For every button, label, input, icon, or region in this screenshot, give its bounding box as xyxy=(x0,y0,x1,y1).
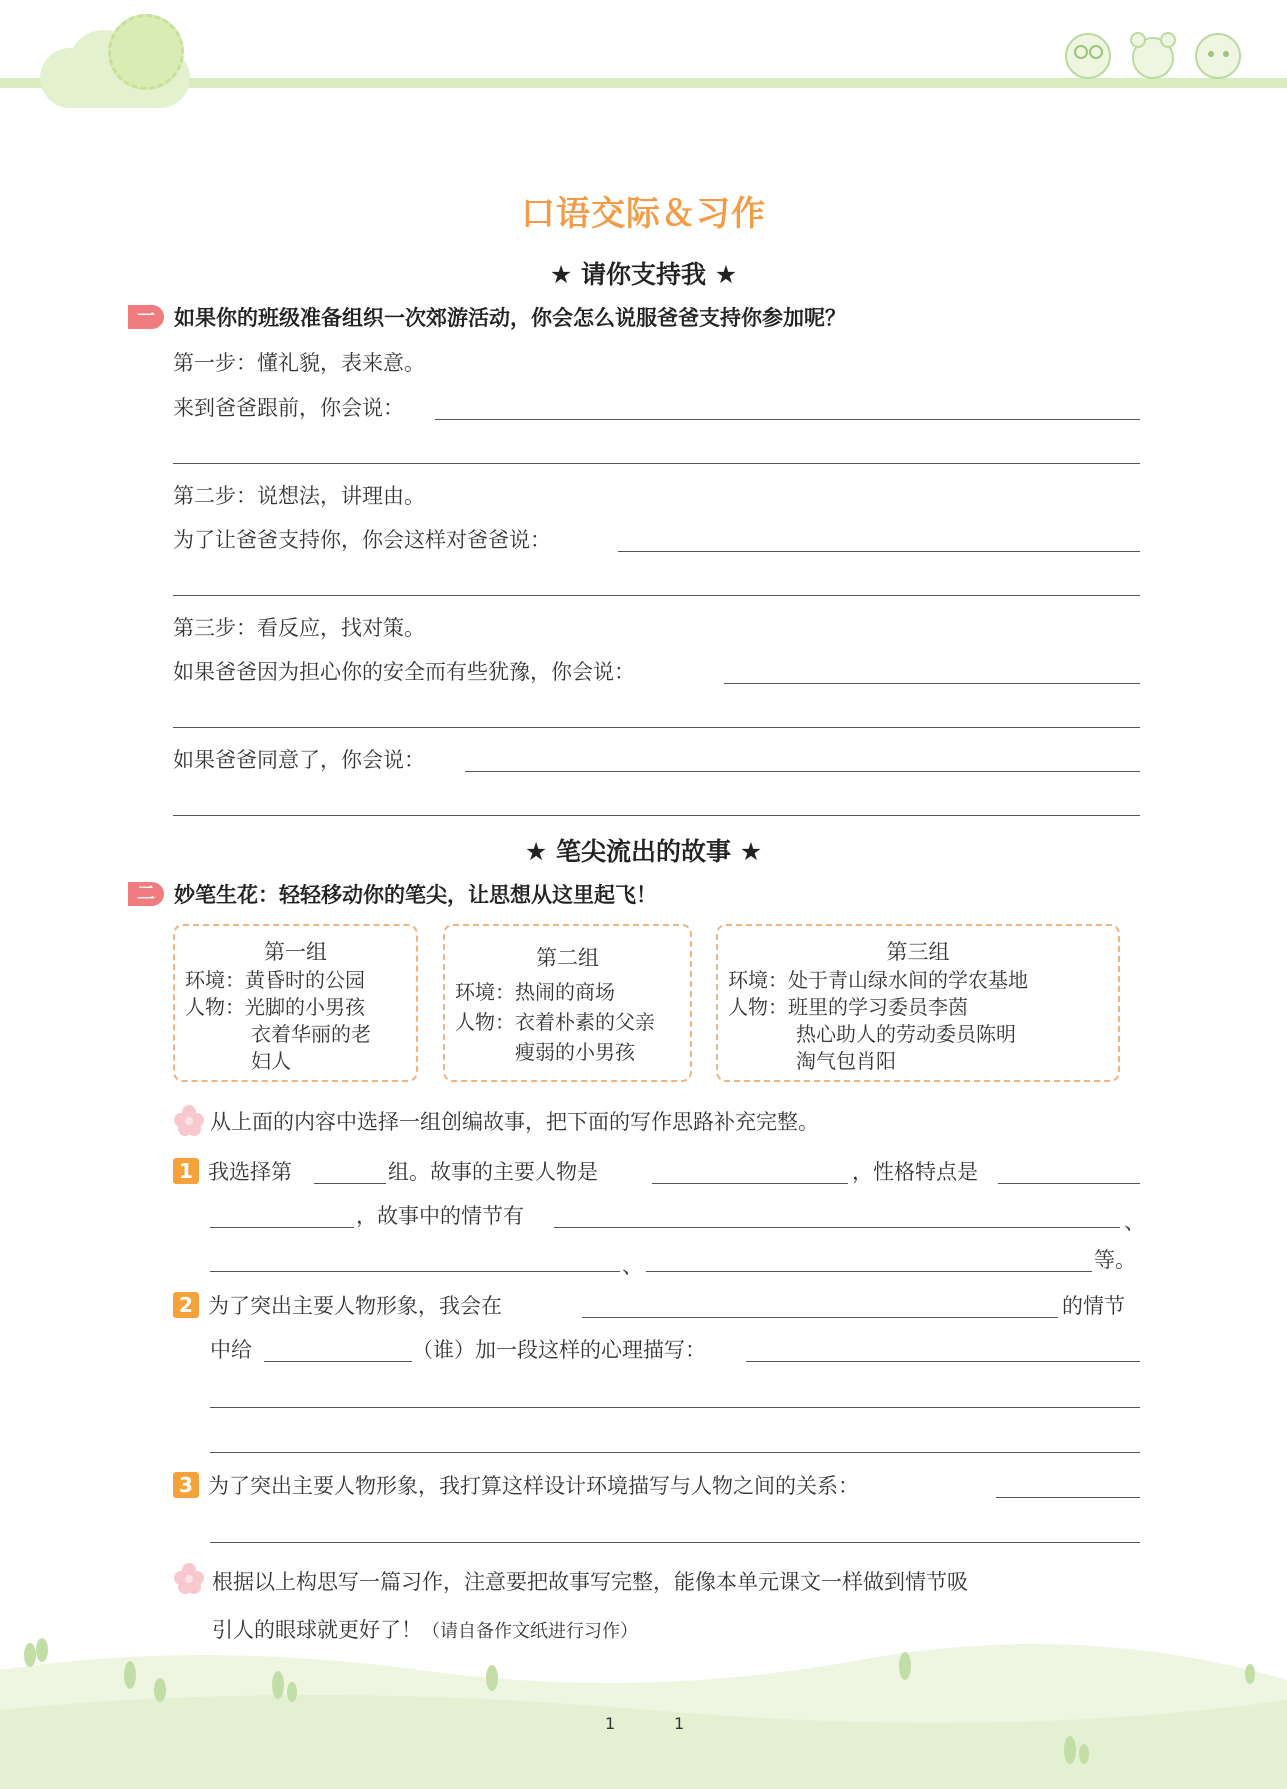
group-line: 人物：光脚的小男孩 xyxy=(185,995,365,1019)
answer-line[interactable] xyxy=(582,1317,1058,1318)
step2-text: 第二步：说想法，讲理由。 xyxy=(173,484,425,508)
section2-badge: 二 xyxy=(128,882,164,906)
item1-text: 、 xyxy=(1124,1210,1145,1234)
answer-line[interactable] xyxy=(173,595,1140,596)
group-line: 衣着华丽的老 xyxy=(251,1022,371,1046)
item1-text: 等。 xyxy=(1094,1248,1136,1272)
item2-text: 中给 xyxy=(210,1338,252,1362)
answer-line[interactable] xyxy=(264,1361,412,1362)
step1-prompt: 来到爸爸跟前，你会说： xyxy=(173,396,404,420)
answer-line[interactable] xyxy=(173,727,1140,728)
item2-text: （谁）加一段这样的心理描写： xyxy=(412,1338,706,1362)
group-box-1 xyxy=(173,924,418,1082)
flower-icon xyxy=(173,1104,205,1136)
step3-prompt1: 如果爸爸因为担心你的安全而有些犹豫，你会说： xyxy=(173,660,635,684)
section2-heading: ★ 笔尖流出的故事 ★ xyxy=(524,837,763,866)
step3-prompt2: 如果爸爸同意了，你会说： xyxy=(173,748,425,772)
group-line: 环境：处于青山绿水间的学农基地 xyxy=(728,968,1028,992)
section1-heading: ★ 请你支持我 ★ xyxy=(549,260,738,289)
page-number: 1 xyxy=(674,1714,685,1733)
instruction-text: 从上面的内容中选择一组创编故事，把下面的写作思路补充完整。 xyxy=(210,1110,819,1134)
flower-icon xyxy=(173,1562,205,1594)
item1-text: 组。故事的主要人物是 xyxy=(388,1160,598,1184)
step1-text: 第一步：懂礼貌，表来意。 xyxy=(173,351,425,375)
answer-line[interactable] xyxy=(465,771,1140,772)
answer-line[interactable] xyxy=(746,1361,1140,1362)
answer-line[interactable] xyxy=(173,815,1140,816)
answer-line[interactable] xyxy=(314,1183,386,1184)
group-line: 瘦弱的小男孩 xyxy=(515,1040,635,1064)
group-title: 第一组 xyxy=(264,940,327,964)
answer-line[interactable] xyxy=(646,1271,1092,1272)
answer-line[interactable] xyxy=(210,1452,1140,1453)
section1-question: 如果你的班级准备组织一次郊游活动，你会怎么说服爸爸支持你参加呢？ xyxy=(174,306,846,330)
final-instruction: 根据以上构思写一篇习作，注意要把故事写完整，能像本单元课文一样做到情节吸 xyxy=(212,1570,968,1594)
answer-line[interactable] xyxy=(210,1271,620,1272)
group-line: 热心助人的劳动委员陈明 xyxy=(796,1022,1016,1046)
group-box-2 xyxy=(443,924,692,1082)
answer-line[interactable] xyxy=(210,1542,1140,1543)
answer-line[interactable] xyxy=(210,1227,354,1228)
answer-line[interactable] xyxy=(618,551,1140,552)
answer-line[interactable] xyxy=(996,1497,1140,1498)
item3-text: 为了突出主要人物形象，我打算这样设计环境描写与人物之间的关系： xyxy=(208,1474,859,1498)
answer-line[interactable] xyxy=(652,1183,848,1184)
answer-line[interactable] xyxy=(435,419,1140,420)
hills-decoration xyxy=(0,1630,1287,1789)
answer-line[interactable] xyxy=(724,683,1140,684)
item-number-2: 2 xyxy=(173,1292,199,1318)
final-instruction-text: 引人的眼球就更好了！ xyxy=(212,1618,422,1642)
group-line: 人物：衣着朴素的父亲 xyxy=(455,1010,655,1034)
item1-text: ，性格特点是 xyxy=(852,1160,978,1184)
group-line: 环境：黄昏时的公园 xyxy=(185,968,365,992)
group-line: 妇人 xyxy=(251,1049,291,1073)
answer-line[interactable] xyxy=(554,1227,1120,1228)
sun-icon xyxy=(108,14,184,90)
item-number-1: 1 xyxy=(173,1158,199,1184)
item1-text: 、 xyxy=(622,1254,643,1278)
answer-line[interactable] xyxy=(998,1183,1140,1184)
answer-line[interactable] xyxy=(210,1407,1140,1408)
page-title: 口语交际＆习作 xyxy=(521,194,766,234)
item-number-3: 3 xyxy=(173,1472,199,1498)
group-line: 环境：热闹的商场 xyxy=(455,980,615,1004)
page-number: 1 xyxy=(605,1714,616,1733)
final-instruction-note: （请自备作文纸进行习作） xyxy=(422,1621,638,1642)
item2-text: 的情节 xyxy=(1062,1294,1125,1318)
group-title: 第二组 xyxy=(536,946,599,970)
animal-faces-icon xyxy=(1058,22,1258,82)
section2-question: 妙笔生花：轻轻移动你的笔尖，让思想从这里起飞！ xyxy=(174,883,657,907)
group-line: 人物：班里的学习委员李茵 xyxy=(728,995,968,1019)
group-box-3 xyxy=(716,924,1120,1082)
item1-text: 我选择第 xyxy=(208,1160,292,1184)
answer-line[interactable] xyxy=(173,463,1140,464)
section1-badge: 一 xyxy=(128,305,164,329)
step3-text: 第三步：看反应，找对策。 xyxy=(173,616,425,640)
group-line: 淘气包肖阳 xyxy=(796,1049,896,1073)
item1-text: ，故事中的情节有 xyxy=(356,1204,524,1228)
item2-text: 为了突出主要人物形象，我会在 xyxy=(208,1294,502,1318)
group-title: 第三组 xyxy=(886,940,950,964)
step2-prompt: 为了让爸爸支持你，你会这样对爸爸说： xyxy=(173,528,551,552)
